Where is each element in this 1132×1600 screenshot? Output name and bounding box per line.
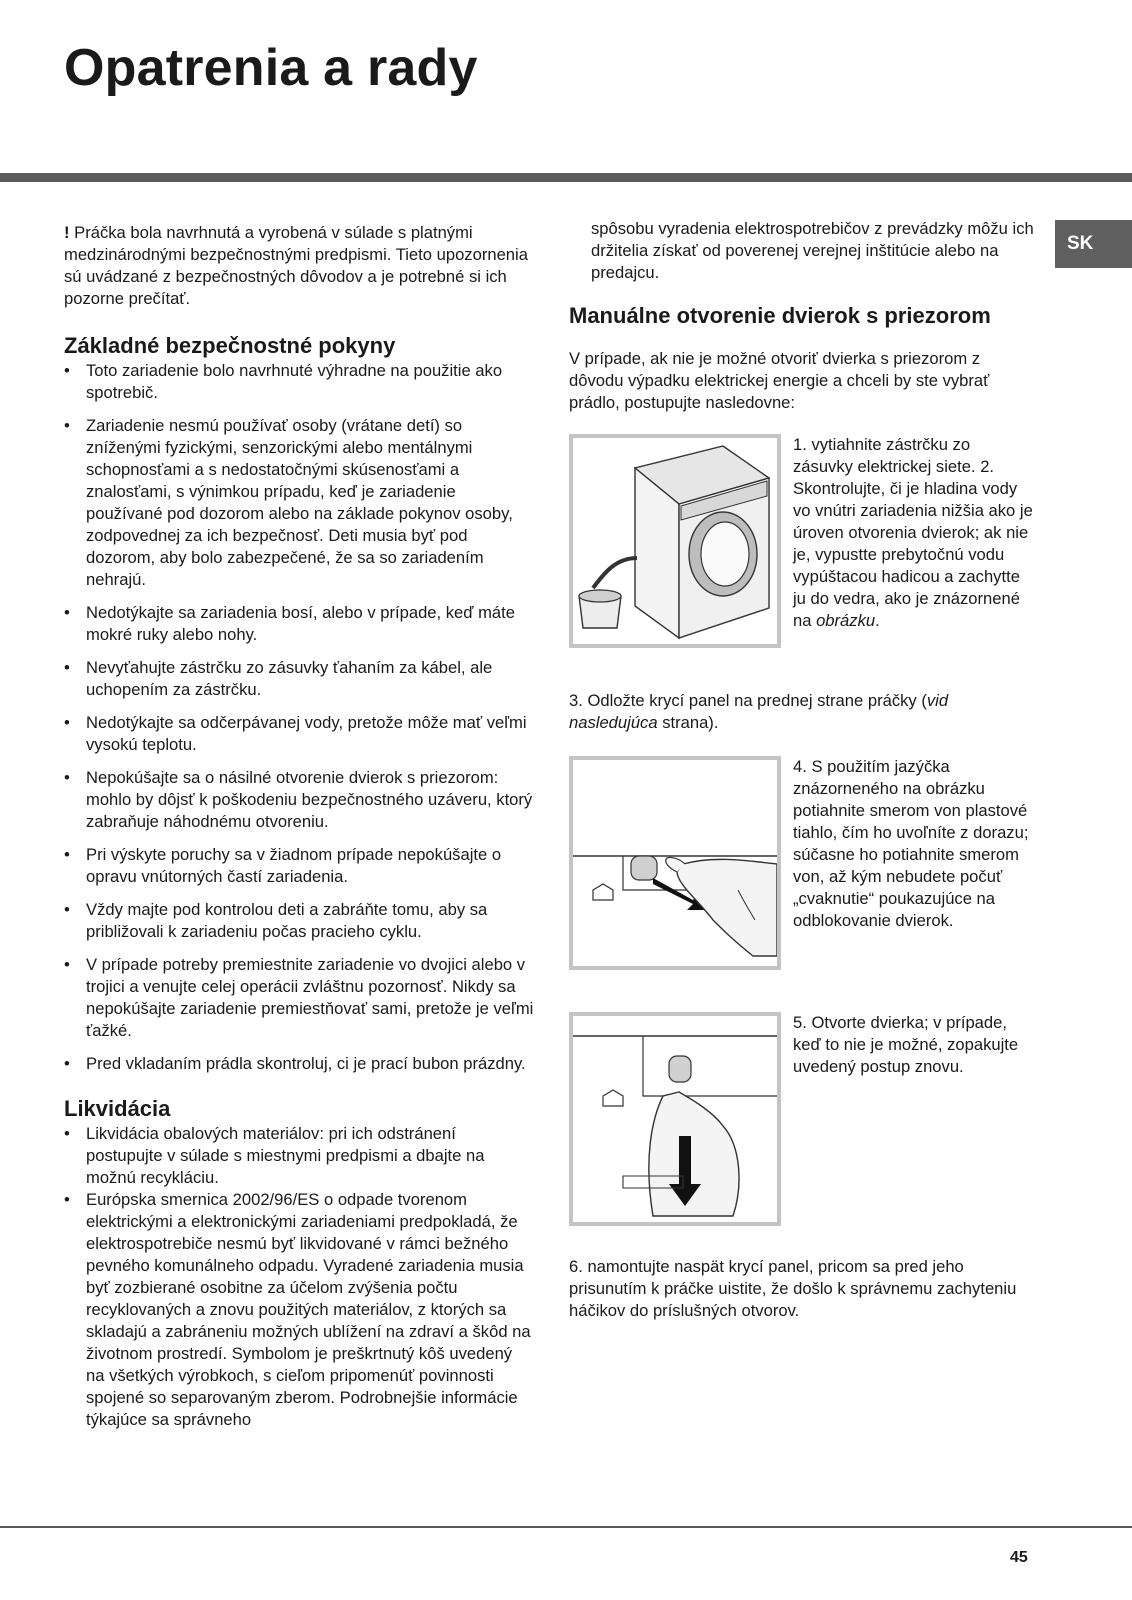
washing-machine-icon [573,438,777,644]
pull-tab-illustration [573,760,777,966]
list-item: • Nevyťahujte zástrčku zo zásuvky ťahaním za kábel, ale uchopením za zástrčku. [64,657,534,701]
page-title: Opatrenia a rady [64,39,478,97]
list-item: • Nedotýkajte sa zariadenia bosí, alebo v prípade, keď máte mokré ruky alebo nohy. [64,602,534,646]
list-item: • Nepokúšajte sa o násilné otvorenie dvierok s priezorom: mohlo by dôjsť k poškodeniu bezpečnostného uzáveru, ktorý zabraňuje náhodnému otvoreniu. [64,767,534,833]
step-5-text: 5. Otvorte dvierka; v prípade, keď to nie je možné, zopakujte uvedený postup znovu. [793,1013,1019,1076]
list-item: • Zariadenie nesmú používať osoby (vrátane detí) so zníženými fyzickými, senzorickými alebo mentálnymi schopnosťami a s nedostatočnými skúsenosťami a znalosťami, s výnimkou prípadu, keď je zariadenie používané pod dozorom alebo na základe pokynov osoby, zodpovednej za ich bezpečnosť. Deti musia byť pod dozorom, aby bolo zabezpečené, že sa so zariadením nehrajú. [64,415,534,591]
list-item: • Vždy majte pod kontrolou deti a zabráňte tomu, aby sa približovali k zariadeniu počas pracieho cyklu. [64,899,534,943]
step-6-text: 6. namontujte naspät krycí panel, pricom sa pred jeho prisunutím k práčke uistite, že došlo k správnemu zachyteniu háčikov do príslušných otvorov. [569,1257,1017,1320]
disposal-heading: Likvidácia [64,1096,171,1121]
manual-heading: Manuálne otvorenie dvierok s priezorom [569,303,991,328]
list-item: • V prípade potreby premiestnite zariadenie vo dvojici alebo v trojici a venujte celej operácii zvláštnu pozornosť. Nikdy sa nepokúšajte zariadenie premiestňovať sami, pretože je veľmi ťažké. [64,954,534,1042]
page-number: 45 [1010,1549,1028,1566]
disposal-list [64,1123,534,1431]
safety-list [64,360,534,1075]
step-1-2-text: 1. vytiahnite zástrčku zo zásuvky elektrickej siete. 2. Skontrolujte, či je hladina vody vo vnútri zariadenia nižšia ako je úroven otvorenia dvierok; ak nie je, vypustte prebytočnú vodu vypúštacou hadicou a zachytte ju do vedra, ako je znázornené na obrázku. [793,435,1033,630]
step-4-text: 4. S použitím jazýčka znázorneného na obrázku potiahnite smerom von plastové tiahlo, čím ho uvoľníte z dorazu; súčasne ho potiahnite smerom von, až kým nebudete počuť „cvaknutie“ poukazujúce na odblokovanie dvierok. [793,757,1029,930]
pull-tab-figure [569,756,781,970]
step-3-text: 3. Odložte krycí panel na prednej strane práčky (vid nasledujúca strana). [569,691,949,732]
right-column [569,218,1039,1322]
open-door-illustration [573,1016,777,1222]
safety-heading: Základné bezpečnostné pokyny [64,333,396,358]
list-item: • Pred vkladaním prádla skontroluj, ci je prací bubon prázdny. [64,1053,534,1075]
left-column [64,222,534,1431]
list-item: • Likvidácia obalových materiálov: pri ich odstránení postupujte v súlade s miestnymi predpismi a dbajte na možnú recykláciu. [64,1123,534,1189]
bottom-divider [0,1526,1132,1528]
manual-intro: V prípade, ak nie je možné otvoriť dvierka s priezorom z dôvodu výpadku elektrickej energie a chceli by ste vybrať prádlo, postupujte nasledovne: [569,349,990,412]
list-item: • Nedotýkajte sa odčerpávanej vody, pretože môže mať veľmi vysokú teplotu. [64,712,534,756]
intro-paragraph: ! Práčka bola navrhnutá a vyrobená v súlade s platnými medzinárodnými bezpečnostnými predpismi. Tieto upozornenia sú uvádzané z bezpečnostných dôvodov a je potrebné si ich pozorne prečítať. [64,223,528,308]
open-door-figure [569,1012,781,1226]
language-tab: SK [1055,220,1132,268]
top-divider [0,173,1132,182]
washer-drain-figure [569,434,781,648]
step-1-2-row [569,434,1039,648]
list-item: • Európska smernica 2002/96/ES o odpade tvorenom elektrickými a elektronickými zariadeniami predpokladá, že elektrospotrebiče nesmú byť likvidované v rámci bežného pevného komunálneho odpadu. Vyradené zariadenia musia byť zozbierané osobitne za účelom zvýšenia počtu recyklovaných a znovu použitých materiálov, z ktorých sa skladajú a zabráneniu možných ublížení na zdraví a škôd na životnom prostredí. Symbolom je preškrtnutý kôš uvedený na všetkých výrobkoch, s cieľom pripomenúť povinnosti spojené so separovaným zberom. Podrobnejšie informácie týkajúce sa správneho [64,1189,534,1431]
warning-icon: ! [64,223,70,242]
continuation-text: spôsobu vyradenia elektrospotrebičov z prevádzky môžu ich držitelia získať od poverenej verejnej inštitúcie alebo na predajcu. [591,219,1034,282]
list-item: • Toto zariadenie bolo navrhnuté výhradne na použitie ako spotrebič. [64,360,534,404]
list-item: • Pri výskyte poruchy sa v žiadnom prípade nepokúšajte o opravu vnútorných častí zariadenia. [64,844,534,888]
step-5-row [569,1012,1039,1226]
step-4-row [569,756,1039,970]
